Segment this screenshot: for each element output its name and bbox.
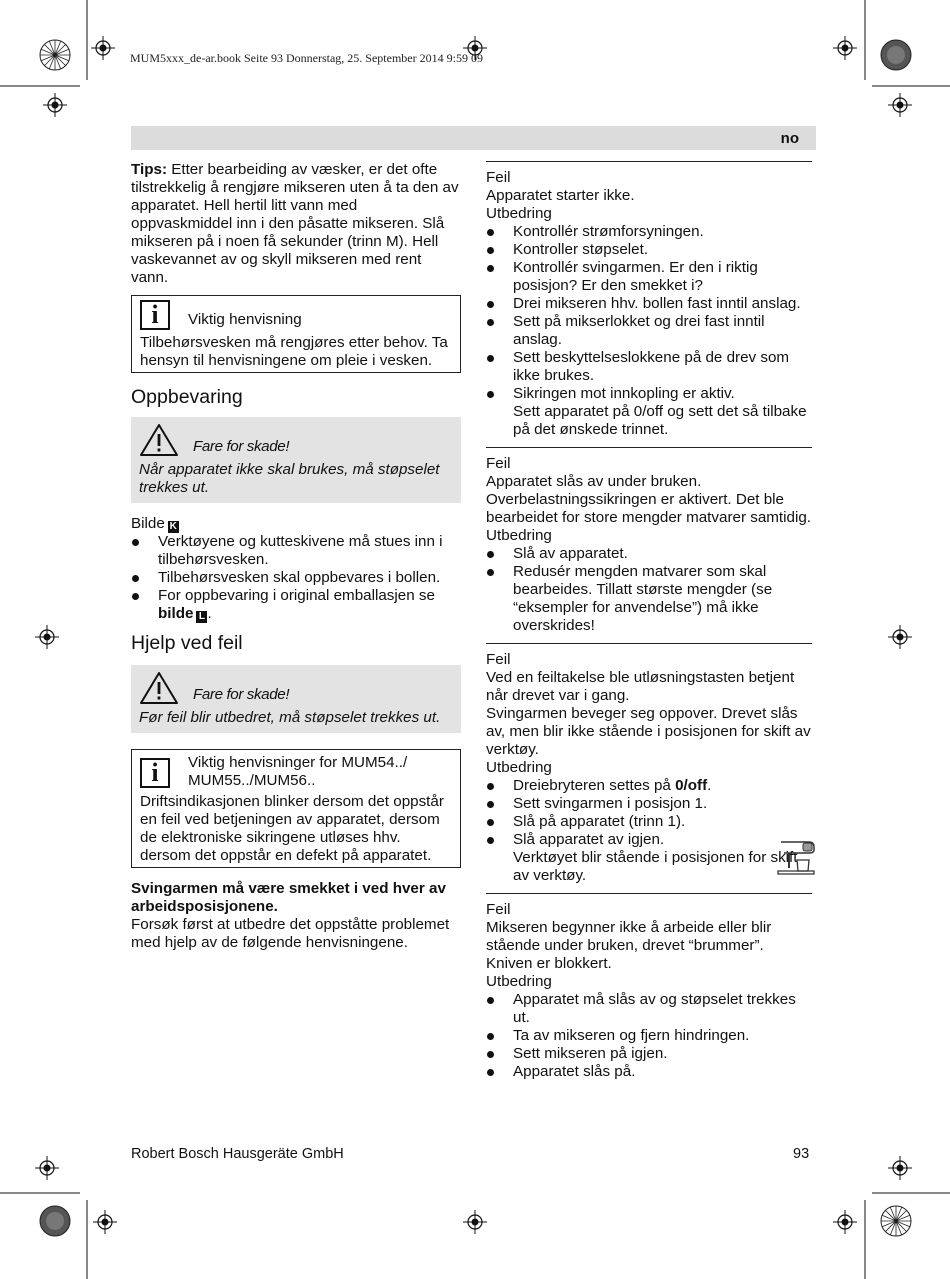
fault-label: Feil [486, 901, 511, 918]
list-item: Sett svingarmen i posisjon 1. [486, 795, 812, 813]
fault-label: Feil [486, 169, 511, 186]
warning-title: Fare for skade! [193, 686, 290, 703]
list-item: Sett på mikserlokket og drei fast inntil anslag. [486, 313, 812, 349]
registration-mark-icon [35, 1156, 59, 1180]
list-item: Sett beskyttelseslokkene på de drev som ikke brukes. [486, 349, 812, 385]
note-text: Driftsindikasjonen blinker dersom det oppstår en feil ved betjeningen av apparatet, dersom de elektroniske sikringene utløses hhv. dersom det oppstår en defekt på apparatet. [140, 793, 444, 864]
registration-mark-icon [888, 1156, 912, 1180]
list-item: Slå apparatet av igjen. Verktøyet blir stående i posisjonen for skift av verktøy. [486, 831, 812, 885]
warning-text: Før feil blir utbedret, må støpselet trekkes ut. [139, 709, 441, 726]
figure-reference: Bilde K [131, 515, 177, 532]
section-heading-storage: Oppbevaring [131, 386, 243, 408]
note-text: Tilbehørsvesken må rengjøres etter behov. Ta hensyn til henvisningene om pleie i vesken. [140, 334, 448, 369]
intro-text: Forsøk først at utbedre det oppståtte problemet med hjelp av de følgende henvisningene. [131, 916, 450, 951]
remedy-list [486, 545, 812, 635]
print-header: MUM5xxx_de-ar.book Seite 93 Donnerstag, 25. September 2014 9:59 09 [130, 51, 483, 65]
registration-mark-icon [40, 1206, 70, 1236]
list-item: Verktøyene og kutteskivene må stues inn i tilbehørsvesken. [131, 533, 461, 569]
list-item: Apparatet må slås av og støpselet trekkes ut. [486, 991, 812, 1027]
fault-description: Apparatet starter ikke. [486, 187, 635, 204]
figure-letter: L [196, 611, 207, 623]
fault-description: Svingarmen beveger seg oppover. Drevet slås av, men blir ikke stående i posisjonen for skift av verktøy. [486, 705, 811, 758]
language-code: no [780, 130, 799, 147]
info-icon: i [140, 300, 170, 330]
remedy-label: Utbedring [486, 973, 552, 990]
list-item: Slå på apparatet (trinn 1). [486, 813, 812, 831]
remedy-label: Utbedring [486, 759, 552, 776]
registration-mark-icon [888, 625, 912, 649]
list-item: Sett mikseren på igjen. [486, 1045, 812, 1063]
registration-mark-icon [93, 1210, 117, 1234]
list-item: Apparatet slås på. [486, 1063, 812, 1081]
remedy-label: Utbedring [486, 205, 552, 222]
remedy-list [486, 991, 812, 1081]
language-bar [131, 126, 816, 150]
mixer-position-icon [775, 838, 817, 878]
list-item: Drei mikseren hhv. bollen fast inntil anslag. [486, 295, 812, 313]
registration-mark-icon [881, 1206, 911, 1236]
registration-mark-icon [888, 93, 912, 117]
registration-mark-icon [43, 93, 67, 117]
list-item: For oppbevaring i original emballasjen se bilde L . [131, 587, 461, 623]
registration-mark-icon [833, 1210, 857, 1234]
list-item: Slå av apparatet. [486, 545, 812, 563]
note-box-indicator [131, 749, 461, 868]
list-item: Redusér mengden matvarer som skal bearbeides. Tillatt største mengder (se “eksempler for anvendelse”) må ikke overskrides! [486, 563, 812, 635]
fault-label: Feil [486, 651, 511, 668]
remedy-label: Utbedring [486, 527, 552, 544]
fault-description: Ved en feiltakelse ble utløsningstasten betjent når drevet var i gang. [486, 669, 795, 704]
list-item: Kontroller støpselet. [486, 241, 812, 259]
warning-box-storage [131, 417, 461, 503]
warning-text: Når apparatet ikke skal brukes, må støpselet trekkes ut. [139, 461, 440, 496]
fault-description: Apparatet slås av under bruken. Overbelastningssikringen er aktivert. Det ble bearbeidet for store mengder matvarer samtidig. [486, 473, 811, 526]
list-item: Ta av mikseren og fjern hindringen. [486, 1027, 812, 1045]
list-item: Kontrollér strømforsyningen. [486, 223, 812, 241]
warning-box-help [131, 665, 461, 733]
footer-company: Robert Bosch Hausgeräte GmbH [131, 1146, 344, 1162]
registration-mark-icon [35, 625, 59, 649]
section-heading-help: Hjelp ved feil [131, 632, 243, 654]
registration-mark-icon [463, 1210, 487, 1234]
tips-label: Tips: [131, 161, 168, 178]
list-item: Kontrollér svingarmen. Er den i riktig posisjon? Er den smekket i? [486, 259, 812, 295]
remedy-list [486, 777, 812, 885]
tips-text: Etter bearbeiding av væsker, er det ofte tilstrekkelig å rengjøre mikseren uten å ta den av apparatet. Hell hertil litt vann med oppvaskmiddel inn i den påsatte mikseren. Slå mikseren på i noen få sekunder (trinn M). Hell vaskevannet av og skyll mikseren med rent vann. [131, 161, 459, 286]
info-icon: i [140, 758, 170, 788]
note-box-care [131, 295, 461, 373]
fault-label: Feil [486, 455, 511, 472]
warning-triangle-icon [139, 671, 179, 705]
registration-mark-icon [91, 36, 115, 60]
remedy-list [486, 223, 812, 439]
page-number: 93 [793, 1146, 810, 1162]
list-item: Dreiebryteren settes på 0/off. [486, 777, 812, 795]
warning-triangle-icon [139, 423, 179, 457]
registration-mark-icon [833, 36, 857, 60]
registration-mark-icon [40, 40, 70, 70]
registration-mark-icon [881, 40, 911, 70]
figure-letter: K [169, 521, 177, 532]
list-item: Sikringen mot innkopling er aktiv. Sett apparatet på 0/off og sett det så tilbake på det ønskede trinnet. [486, 385, 812, 439]
list-item: Tilbehørsvesken skal oppbevares i bollen. [131, 569, 461, 587]
note-title: Viktig henvisninger for MUM54../ MUM55../MUM56.. [188, 754, 408, 789]
right-column [486, 161, 812, 1081]
note-title: Viktig henvisning [188, 311, 302, 328]
storage-list [131, 533, 461, 623]
left-column [131, 161, 461, 952]
warning-title: Fare for skade! [193, 438, 290, 455]
fault-description: Mikseren begynner ikke å arbeide eller blir stående under bruken, drevet “brummer”. Kniven er blokkert. [486, 919, 772, 972]
tips-paragraph [131, 161, 461, 287]
bold-note: Svingarmen må være smekket i ved hver av arbeidsposisjonene. [131, 880, 446, 915]
